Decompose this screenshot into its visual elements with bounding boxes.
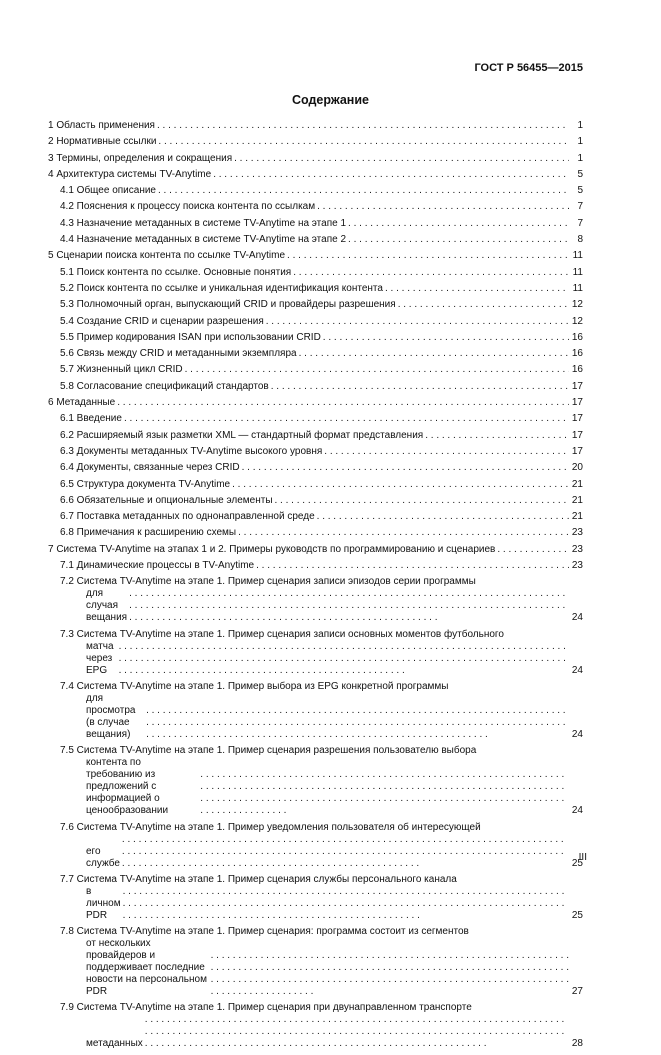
toc-entry-page: 24 bbox=[571, 664, 583, 676]
toc-entry-title: 7 Система TV-Anytime на этапах 1 и 2. Примеры руководств по программированию и сценариев bbox=[48, 543, 496, 555]
toc-entry-title: 5.5 Пример кодирования ISAN при использовании CRID bbox=[60, 331, 321, 343]
toc-entry-title-continued: для просмотра (в случае вещания) bbox=[86, 692, 136, 740]
toc-entry-title: 5.3 Полномочный орган, выпускающий CRID и провайдеры разрешения bbox=[60, 299, 396, 311]
toc-entry-page: 5 bbox=[577, 168, 583, 180]
toc-entry[interactable] bbox=[48, 926, 583, 998]
toc-entry-title: 5.1 Поиск контента по ссылке. Основные понятия bbox=[60, 266, 292, 278]
toc-entry-title: 2 Нормативные ссылки bbox=[48, 136, 157, 148]
toc-entry-page: 21 bbox=[571, 478, 583, 490]
toc-entry[interactable] bbox=[48, 348, 583, 360]
toc-entry[interactable] bbox=[48, 681, 583, 741]
toc-entry[interactable] bbox=[48, 316, 583, 328]
toc-entry-page: 24 bbox=[571, 728, 583, 740]
toc-entry[interactable] bbox=[48, 397, 583, 409]
toc-entry-page: 16 bbox=[571, 331, 583, 343]
toc-entry[interactable] bbox=[48, 267, 583, 279]
toc-entry-title: 7.8 Система TV-Anytime на этапе 1. Пример сценария: программа состоит из сегментов bbox=[60, 926, 469, 938]
toc-entry-title: 6.5 Структура документа TV-Anytime bbox=[60, 478, 231, 490]
toc-entry-title: 7.4 Система TV-Anytime на этапе 1. Пример выбора из EPG конкретной программы bbox=[60, 680, 449, 692]
toc-entry-page: 25 bbox=[571, 909, 583, 921]
toc-entry-title-continued: от нескольких провайдеров и поддерживает последние новости на персональном PDR bbox=[86, 938, 207, 998]
toc-entry-page: 1 bbox=[577, 152, 583, 164]
toc-entry[interactable] bbox=[48, 511, 583, 523]
toc-entry-page: 12 bbox=[571, 299, 583, 311]
page-title: Содержание bbox=[291, 93, 369, 107]
toc-entry-page: 21 bbox=[571, 511, 583, 523]
table-of-contents bbox=[48, 120, 583, 1055]
toc-entry[interactable] bbox=[48, 185, 583, 197]
toc-entry[interactable] bbox=[48, 462, 583, 474]
toc-entry-title: 1 Область применения bbox=[48, 120, 155, 131]
toc-entry-page: 24 bbox=[571, 612, 583, 624]
toc-entry[interactable] bbox=[48, 364, 583, 376]
toc-entry[interactable] bbox=[48, 250, 583, 262]
toc-entry-title: 4 Архитектура системы TV-Anytime bbox=[48, 168, 212, 180]
toc-entry-page: 11 bbox=[572, 266, 583, 278]
toc-entry[interactable] bbox=[48, 1002, 583, 1050]
toc-entry[interactable] bbox=[48, 169, 583, 181]
toc-entry-page: 17 bbox=[571, 413, 583, 425]
toc-entry-title: 7.9 Система TV-Anytime на этапе 1. Пример сценария при двунаправленном транспорте bbox=[60, 1002, 472, 1014]
toc-entry[interactable] bbox=[48, 201, 583, 213]
toc-entry[interactable] bbox=[48, 136, 583, 148]
toc-entry-page: 7 bbox=[577, 217, 583, 229]
toc-entry[interactable] bbox=[48, 234, 583, 246]
page-number: III bbox=[578, 852, 587, 863]
toc-entry-page: 1 bbox=[577, 120, 583, 131]
toc-entry-page: 16 bbox=[571, 348, 583, 360]
toc-entry[interactable] bbox=[48, 745, 583, 817]
toc-entry-page: 25 bbox=[571, 857, 583, 869]
toc-entry[interactable] bbox=[48, 495, 583, 507]
toc-entry[interactable] bbox=[48, 874, 583, 922]
toc-entry-title: 6 Метаданные bbox=[48, 397, 116, 409]
toc-entry-title: 5.2 Поиск контента по ссылке и уникальная идентификация контента bbox=[60, 282, 383, 294]
toc-entry-title: 6.3 Документы метаданных TV-Anytime высокого уровня bbox=[60, 445, 323, 457]
toc-entry-page: 8 bbox=[577, 234, 583, 246]
toc-entry[interactable] bbox=[48, 218, 583, 230]
toc-entry[interactable] bbox=[48, 299, 583, 311]
toc-entry-title: 7.7 Система TV-Anytime на этапе 1. Пример сценария службы персонального канала bbox=[60, 873, 457, 885]
toc-entry[interactable] bbox=[48, 283, 583, 295]
toc-entry-page: 23 bbox=[571, 527, 583, 539]
toc-entry-title: 7.2 Система TV-Anytime на этапе 1. Пример сценария записи эпизодов серии программы bbox=[60, 576, 476, 588]
toc-entry[interactable] bbox=[48, 120, 583, 132]
toc-entry[interactable] bbox=[48, 381, 583, 393]
toc-entry[interactable] bbox=[48, 544, 583, 556]
toc-entry-title: 6.6 Обязательные и опциональные элементы bbox=[60, 494, 273, 506]
toc-entry-page: 11 bbox=[572, 282, 583, 294]
toc-entry-title: 6.2 Расширяемый язык разметки XML — стандартный формат представления bbox=[60, 429, 424, 441]
toc-entry-page: 21 bbox=[571, 494, 583, 506]
toc-entry-page: 16 bbox=[571, 364, 583, 376]
toc-entry[interactable] bbox=[48, 413, 583, 425]
toc-entry-title-continued: его службе bbox=[86, 845, 120, 869]
toc-entry[interactable] bbox=[48, 527, 583, 539]
toc-entry-page: 1 bbox=[577, 136, 583, 148]
toc-entry-page: 17 bbox=[571, 445, 583, 457]
toc-entry-title-continued: для случая вещания bbox=[86, 588, 128, 624]
toc-entry[interactable] bbox=[48, 479, 583, 491]
toc-entry-title: 6.1 Введение bbox=[60, 413, 122, 425]
toc-entry-title: 6.4 Документы, связанные через CRID bbox=[60, 462, 240, 474]
toc-entry-title: 4.3 Назначение метаданных в системе TV-Anytime на этапе 1 bbox=[60, 217, 347, 229]
toc-entry-page: 5 bbox=[577, 185, 583, 197]
toc-entry[interactable] bbox=[48, 629, 583, 677]
toc-entry-title: 7.5 Система TV-Anytime на этапе 1. Пример сценария разрешения пользователю выбора bbox=[60, 745, 477, 757]
toc-entry-title: 4.1 Общее описание bbox=[60, 185, 156, 197]
toc-entry[interactable] bbox=[48, 446, 583, 458]
toc-entry-title: 7.6 Система TV-Anytime на этапе 1. Пример уведомления пользователя об интересующей bbox=[60, 821, 481, 833]
toc-entry-title: 7.3 Система TV-Anytime на этапе 1. Пример сценария записи основных моментов футбольного bbox=[60, 628, 504, 640]
document-header: ГОСТ Р 56455—2015 bbox=[474, 62, 583, 74]
toc-entry-page: 17 bbox=[571, 397, 583, 409]
toc-entry-page: 17 bbox=[571, 380, 583, 392]
toc-entry-title-continued: метаданных bbox=[86, 1038, 143, 1050]
toc-entry-title-continued: в личном PDR bbox=[86, 885, 121, 921]
toc-entry-title-continued: матча через EPG bbox=[86, 640, 114, 676]
toc-entry[interactable] bbox=[48, 560, 583, 572]
toc-entry[interactable] bbox=[48, 153, 583, 165]
toc-entry[interactable] bbox=[48, 576, 583, 624]
toc-entry-title: 4.2 Пояснения к процессу поиска контента по ссылкам bbox=[60, 201, 316, 213]
toc-entry[interactable] bbox=[48, 332, 583, 344]
toc-entry-title: 3 Термины, определения и сокращения bbox=[48, 152, 233, 164]
toc-entry-title: 5.8 Согласование спецификаций стандартов bbox=[60, 380, 269, 392]
toc-entry-title: 4.4 Назначение метаданных в системе TV-Anytime на этапе 2 bbox=[60, 234, 347, 246]
toc-entry-page: 11 bbox=[572, 250, 583, 262]
toc-entry-title: 6.8 Примечания к расширению схемы bbox=[60, 527, 237, 539]
toc-entry[interactable] bbox=[48, 822, 583, 870]
toc-entry-title: 7.1 Динамические процессы в TV-Anytime bbox=[60, 560, 255, 572]
toc-entry-page: 20 bbox=[571, 462, 583, 474]
toc-entry-title: 6.7 Поставка метаданных по однонаправленной среде bbox=[60, 511, 315, 523]
toc-entry-page: 12 bbox=[571, 315, 583, 327]
toc-entry-title: 5.4 Создание CRID и сценарии разрешения bbox=[60, 315, 264, 327]
toc-entry-page: 17 bbox=[571, 429, 583, 441]
toc-entry-title: 5 Сценарии поиска контента по ссылке TV-Anytime bbox=[48, 250, 286, 262]
toc-entry-title: 5.6 Связь между CRID и метаданными экземпляра bbox=[60, 348, 297, 360]
toc-entry-page: 23 bbox=[571, 560, 583, 572]
toc-entry-page: 27 bbox=[571, 986, 583, 998]
toc-entry-title-continued: контента по требованию из предложений с информацией о ценообразовании bbox=[86, 757, 169, 817]
toc-entry[interactable] bbox=[48, 430, 583, 442]
toc-entry-title: 5.7 Жизненный цикл CRID bbox=[60, 364, 183, 376]
toc-entry-page: 7 bbox=[577, 201, 583, 213]
toc-entry-page: 24 bbox=[571, 805, 583, 817]
toc-entry-page: 23 bbox=[571, 543, 583, 555]
toc-entry-page: 28 bbox=[571, 1038, 583, 1050]
